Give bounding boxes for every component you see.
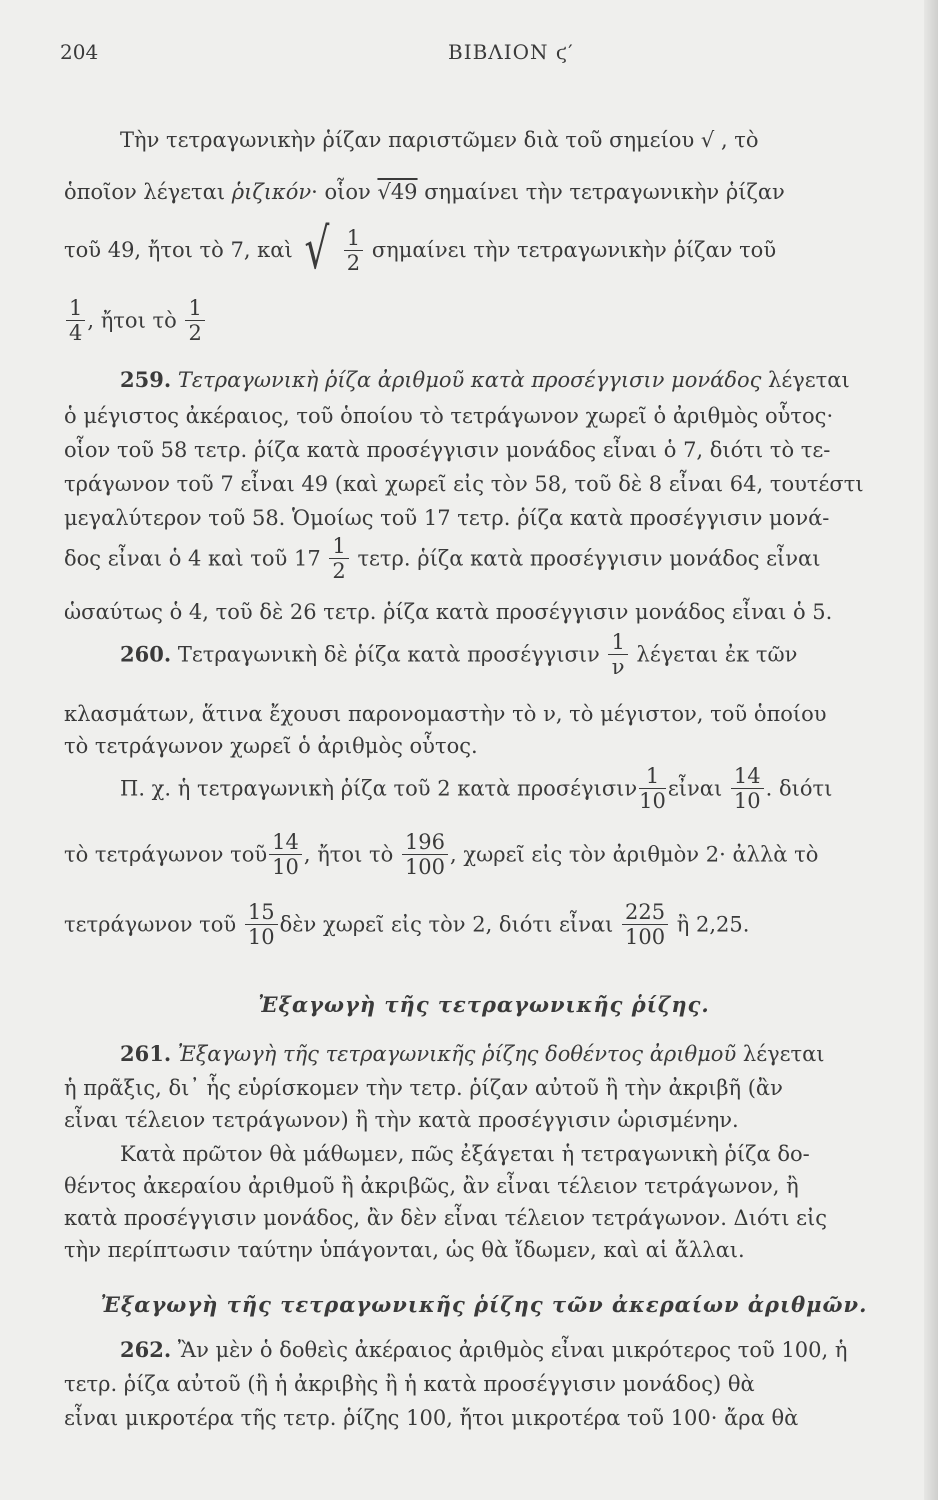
text-line [64, 830, 904, 886]
numerator: 14 [269, 830, 302, 855]
text-span: λέγεται ἐκ τῶν [636, 642, 798, 667]
text-line [64, 296, 904, 352]
section-number: 259. [120, 367, 172, 392]
text-span: , ἤτοι τὸ [303, 842, 394, 867]
text-line [64, 366, 904, 394]
denominator: 10 [272, 855, 299, 879]
text-line [64, 900, 904, 956]
text-span: τοῦ 49, ἤτοι τὸ 7, καὶ [64, 238, 293, 262]
text-span: ἢ 2,25. [676, 912, 750, 937]
denominator: 10 [247, 925, 275, 949]
fraction [245, 900, 278, 949]
denominator: 4 [69, 321, 83, 345]
fraction [269, 830, 302, 879]
text-line: ὁ μέγιστος ἀκέραιος, τοῦ ὁποίου τὸ τετράγωνον χωρεῖ ὁ ἀριθμὸς οὗτος· [64, 404, 834, 428]
numerator: 1 [185, 296, 204, 321]
numerator: 14 [731, 764, 764, 789]
fraction [622, 900, 668, 949]
section-heading: Ἐξαγωγὴ τῆς τετραγωνικῆς ῥίζης τῶν ἀκεραίων ἀριθμῶν. [100, 1292, 868, 1317]
fraction [344, 226, 363, 275]
text-line: ὡσαύτως ὁ 4, τοῦ δὲ 26 τετρ. ῥίζα κατὰ προσέγγισιν μονάδος εἶναι ὁ 5. [64, 600, 833, 624]
text-line [64, 1336, 904, 1364]
text-line [64, 217, 904, 282]
fraction [402, 830, 448, 879]
definition-term: Τετραγωνικὴ ῥίζα ἀριθμοῦ κατὰ προσέγγισιν μονάδος [177, 368, 762, 392]
numerator: 1 [329, 534, 348, 559]
denominator: 100 [624, 925, 666, 949]
text-span: εἶναι [667, 776, 723, 801]
denominator: 10 [733, 789, 761, 813]
text-span: λέγεται [736, 1042, 825, 1066]
numerator: 1 [344, 226, 363, 251]
text-line: τράγωνον τοῦ 7 εἶναι 49 (καὶ χωρεῖ εἰς τὸν 58, τοῦ δὲ 8 εἶναι 64, τουτέστι [64, 472, 864, 496]
text-line [64, 1040, 904, 1068]
text-span: λέγεται [761, 368, 850, 392]
text-line: θέντος ἀκεραίου ἀριθμοῦ ἢ ἀκριβῶς, ἂν εἶναι τέλειον τετράγωνον, ἢ [64, 1174, 799, 1198]
text-line: κλασμάτων, ἅτινα ἔχουσι παρονομαστὴν τὸ ν, τὸ μέγιστον, τοῦ ὁποίου [64, 702, 827, 726]
text-line: οἷον τοῦ 58 τετρ. ῥίζα κατὰ προσέγγισιν μονάδος εἶναι ὁ 7, διότι τὸ τε- [64, 438, 831, 462]
fraction [329, 534, 348, 583]
numerator: 225 [622, 900, 668, 925]
denominator: 2 [346, 250, 361, 275]
text-line [64, 764, 904, 820]
text-span: σημαίνει τὴν τετραγωνικὴν ῥίζαν τοῦ [371, 238, 777, 262]
denominator: 100 [404, 855, 446, 879]
text-line: τὴν περίπτωσιν ταύτην ὑπάγονται, ὡς θὰ ἴδωμεν, καὶ αἱ ἄλλαι. [64, 1238, 745, 1262]
fraction [639, 764, 666, 813]
text-span: · οἷον [311, 180, 378, 204]
radical-sign: √ [304, 217, 330, 282]
section-heading: Ἐξαγωγὴ τῆς τετραγωνικῆς ῥίζης. [258, 992, 710, 1017]
numerator: 1 [66, 296, 85, 321]
text-span: Ἂν μὲν ὁ δοθεὶς ἀκέραιος ἀριθμὸς εἶναι μικρότερος τοῦ 100, ἡ [171, 1338, 848, 1362]
text-line: Κατὰ πρῶτον θὰ μάθωμεν, πῶς ἐξάγεται ἡ τετραγωνικὴ ῥίζα δο- [120, 1142, 810, 1166]
section-number: 260. [120, 641, 172, 667]
fraction [185, 296, 204, 345]
numerator: 1 [639, 764, 666, 789]
denominator: 2 [188, 321, 202, 345]
text-line [64, 178, 904, 206]
text-line: κατὰ προσέγγισιν μονάδος, ἂν δὲν εἶναι τέλειον τετράγωνον. Διότι εἰς [64, 1206, 828, 1230]
text-span: σημαίνει τὴν τετραγωνικὴν ῥίζαν [417, 180, 785, 204]
page-number: 204 [60, 40, 99, 64]
text-line: τετρ. ῥίζα αὐτοῦ (ἢ ἡ ἀκριβὴς ἢ ἡ κατὰ προσέγγισιν μονάδος) θὰ [64, 1372, 755, 1396]
term-italic: ῥιζικόν [231, 180, 312, 204]
text-line: μεγαλύτερον τοῦ 58. Ὁμοίως τοῦ 17 τετρ. ῥίζα κατὰ προσέγγισιν μονά- [64, 506, 830, 530]
page-edge [924, 0, 938, 1500]
radical-expression: √49 [377, 180, 418, 204]
section-number: 261. [120, 1041, 172, 1066]
text-span: Τετραγωνικὴ δὲ ῥίζα κατὰ προσέγγισιν [171, 642, 600, 667]
text-line [64, 630, 904, 686]
fraction [731, 764, 764, 813]
text-line: ἡ πρᾶξις, δι᾽ ἧς εὑρίσκομεν τὴν τετρ. ῥίζαν αὐτοῦ ἢ τὴν ἀκριβῆ (ἂν [64, 1076, 783, 1100]
text-span: Π. χ. ἡ τετραγωνικὴ ῥίζα τοῦ 2 κατὰ προσέγισιν [120, 776, 638, 801]
text-span: τετρ. ῥίζα κατὰ προσέγγισιν μονάδος εἶναι [357, 546, 821, 571]
text-line: εἶναι τέλειον τετράγωνον) ἢ τὴν κατὰ προσέγγισιν ὡρισμένην. [64, 1108, 739, 1132]
definition-term: Ἐξαγωγὴ τῆς τετραγωνικῆς ῥίζης δοθέντος ἀριθμοῦ [171, 1042, 737, 1066]
section-number: 262. [120, 1337, 172, 1362]
text-line [64, 534, 904, 590]
fraction [66, 296, 85, 345]
denominator: 2 [332, 559, 346, 583]
text-line: τὸ τετράγωνον χωρεῖ ὁ ἀριθμὸς οὗτος. [64, 734, 478, 758]
numerator: 196 [402, 830, 448, 855]
text-span: . διότι [765, 776, 833, 801]
denominator: 10 [639, 789, 666, 813]
running-title: ΒΙΒΛΙΟΝ ϛ′ [448, 40, 574, 64]
text-span: , ἤτοι τὸ [87, 308, 177, 333]
text-line: εἶναι μικροτέρα τῆς τετρ. ῥίζης 100, ἤτοι μικροτέρα τοῦ 100· ἄρα θὰ [64, 1406, 799, 1430]
text-span: τετράγωνον τοῦ [64, 912, 237, 937]
numerator: 15 [245, 900, 278, 925]
numerator: 1 [608, 630, 627, 655]
denominator: ν [611, 655, 625, 679]
fraction [608, 630, 627, 679]
text-span: τὸ τετράγωνον τοῦ [64, 842, 268, 867]
text-line: Τὴν τετραγωνικὴν ῥίζαν παριστῶμεν διὰ τοῦ σημείου √ , τὸ [120, 128, 759, 152]
text-span: ὁποῖον λέγεται [64, 180, 232, 204]
text-span: δὲν χωρεῖ εἰς τὸν 2, διότι εἶναι [279, 912, 614, 937]
text-span: δος εἶναι ὁ 4 καὶ τοῦ 17 [64, 546, 321, 571]
text-span: , χωρεῖ εἰς τὸν ἀριθμὸν 2· ἀλλὰ τὸ [450, 842, 819, 867]
